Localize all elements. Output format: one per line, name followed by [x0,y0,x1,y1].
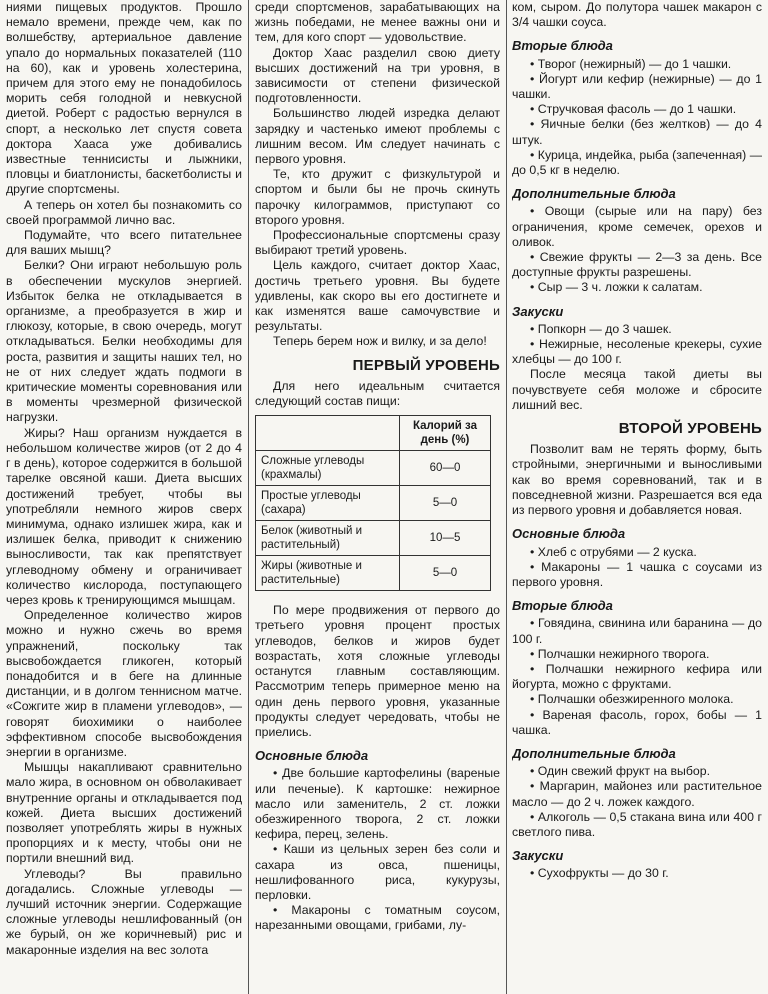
paragraph: Жиры? Наш организм нуждается в небольшом количестве жиров (от 2 до 4 г в день), которое содержится в большой тарелке овсяной каши. Диета высших достижений требует, чтобы вы употребляли немного жиров сверх минимума, однако излишек жира, как и излишек белка, приводит к снижению выносливости, так как препятствует углеводному обмену и ограничивает количество кислорода, поступающего через кровь к тренирующимся мышцам. [6,425,242,607]
column-divider [248,0,249,994]
list-item: • Полчашки обезжиренного молока. [512,692,762,707]
paragraph: Позволит вам не терять форму, быть стройными, энергичными и выносливыми как во время соревнований, так и в повседневной жизни. Разрешается вся еда из первого уровня и добавляется новая. [512,442,762,518]
paragraph: Профессиональные спортсмены сразу выбирают третий уровень. [255,228,500,258]
list-item: • Макароны — 1 чашка с соусами из первого уровня. [512,560,762,590]
list-item: • Овощи (сырые или на пару) без ограничения, кроме семечек, орехов и оливок. [512,204,762,250]
list-item: • Говядина, свинина или баранина — до 100 г. [512,616,762,646]
paragraph: Для него идеальным считается следующий состав пищи: [255,378,500,409]
table-cell-name: Сложные углеводы (крахмалы) [256,451,400,486]
list-item: • Полчашки нежирного творога. [512,647,762,662]
list-item: • Сыр — 3 ч. ложки к салатам. [512,280,762,295]
column-1 [6,0,242,994]
paragraph: По мере продвижения от первого до третьего уровня процент простых углеводов, белков и жиров будет возрастать, хотя сложные углеводы останутся главным составляющим. Рассмотрим теперь примерное меню на один день первого уровня, указанные продукты следует чередовать, чтобы не приелись. [255,603,500,739]
paragraph: ниями пищевых продуктов. Прошло немало времени, прежде чем, как по волшебству, артериальное давление упало до нормальных показателей (110 на 60), как и уровень холестерина, причем для этого ему не понадобилось морить себя голодной и невкусной диетой. Роберт с радостью вернулся в спорт, а несколько лет спустя совета доктора Хааса уже добивались известные теннисисты и лыжники, пловцы и биатлонисты, баскетболисты и другие спортсмены. [6,0,242,197]
list-item: • Вареная фасоль, горох, бобы — 1 чашка. [512,708,762,738]
table-cell-value: 5—0 [400,556,491,591]
subheading: Основные блюда [512,526,626,542]
table-row [256,556,491,591]
section-heading: ВТОРОЙ УРОВЕНЬ [618,420,762,438]
list-item: • Свежие фрукты — 2—3 за день. Все доступные фрукты разрешены. [512,250,762,280]
paragraph: Те, кто дружит с физкультурой и спортом и были бы не прочь скинуть парочку килограммов, приступают со второго уровня. [255,167,500,227]
list-item: • Маргарин, майонез или растительное масло — до 2 ч. ложек каждого. [512,779,762,809]
column-2 [255,0,500,994]
paragraph: Теперь берем нож и вилку, и за дело! [273,334,487,349]
menu-list [512,616,762,738]
calorie-table [255,415,491,591]
menu-list [512,545,762,591]
paragraph: Доктор Хаас разделил свою диету высших достижений на три уровня, в зависимости от степени физической подготовленности. [255,45,500,106]
menu-list [512,204,762,295]
menu-list [255,766,500,933]
section-heading: ПЕРВЫЙ УРОВЕНЬ [352,356,500,374]
table-row [256,486,491,521]
subheading: Вторые блюда [512,598,613,614]
list-item: • Сухофрукты — до 30 г. [512,866,762,881]
subheading: Закуски [512,848,564,864]
table-cell-name: Простые углеводы (сахара) [256,486,400,521]
paragraph: После месяца такой диеты вы почувствуете себя моложе и сбросите лишний вес. [512,367,762,412]
paragraph: Определенное количество жиров можно и нужно сжечь во время упражнений, поскольку так высвобождается гликоген, который понадобится и в беге на длинные дистанции, и в долгом теннисном матче. «Сожгите жир в пламени углеводов», — говорят биохимики о наиболее эффективном способе высвобождения энергии в организме. [6,608,242,759]
table-row [256,451,491,486]
paragraph: Подумайте, что всего питательнее для ваших мышц? [6,228,242,258]
table-cell-value: 10—5 [400,521,491,556]
table-header-empty [256,416,400,451]
column-divider [506,0,507,994]
subheading: Вторые блюда [512,38,613,54]
column-3 [512,0,762,994]
list-item: • Макароны с томатным соусом, нарезанными овощами, грибами, лу- [255,903,500,933]
paragraph: Мышцы накапливают сравнительно мало жира, в основном он обволакивает внутренние органы и откладывается под кожей. Диета высших достижений позволяет употреблять жиры в нужных пропорциях и к месту, чтобы они не портили внешний вид. [6,760,242,866]
list-item: • Курица, индейка, рыба (запеченная) — до 0,5 кг в неделю. [512,148,762,178]
paragraph: А теперь он хотел бы познакомить со своей программой лично вас. [6,197,242,227]
paragraph: Цель каждого, считает доктор Хаас, достичь третьего уровня. Вы будете удивлены, как скоро вы его достигнете и как изменятся ваше самочувствие и результаты. [255,258,500,334]
list-item: • Стручковая фасоль — до 1 чашки. [512,102,762,117]
list-item: • Творог (нежирный) — до 1 чашки. [512,57,762,72]
paragraph: ком, сыром. До полутора чашек макарон с 3/4 чашки соуса. [512,0,762,30]
subheading: Дополнительные блюда [512,745,676,761]
paragraph: среди спортсменов, зарабатывающих на жизнь победами, не менее важны они и тем, для кого спорт — удовольствие. [255,0,500,45]
menu-list [512,322,762,368]
menu-list [512,764,762,840]
menu-list [512,57,762,179]
list-item: • Алкоголь — 0,5 стакана вина или 400 г светлого пива. [512,810,762,840]
table-cell-name: Жиры (животные и растительные) [256,556,400,591]
table-cell-value: 60—0 [400,451,491,486]
list-item: • Две большие картофелины (вареные или печеные). К картошке: нежирное масло или заменитель, 2 ст. ложки обезжиренного творога, 2 ст. ложки кефира, перец, зелень. [255,766,500,842]
list-item: • Йогурт или кефир (нежирные) — до 1 чашки. [512,72,762,102]
table-cell-value: 5—0 [400,486,491,521]
list-item: • Полчашки нежирного кефира или йогурта, можно с фруктами. [512,662,762,692]
menu-list [512,866,762,881]
subheading: Закуски [512,303,564,319]
list-item: • Попкорн — до 3 чашек. [512,322,762,337]
paragraph: Углеводы? Вы правильно догадались. Сложные углеводы — лучший источник энергии. Содержащие сложные углеводы нешлифованный (он же бурый, он же коричневый) рис и макаронные изделия на вес золота [6,866,242,957]
list-item: • Нежирные, несоленые крекеры, сухие хлебцы — до 100 г. [512,337,762,367]
list-item: • Хлеб с отрубями — 2 куска. [512,545,762,560]
subheading: Дополнительные блюда [512,186,676,202]
paragraph: Белки? Они играют небольшую роль в обеспечении мускулов энергией. Избыток белка не откладывается в организме, а преобразуется в жир и глюкозу, которые, в свою очередь, могут откладываться. Белки необходимы для роста, развития и защиты наших тел, но не от них следует ждать подмоги в критические моменты соревнования или в моменты чрезмерной физической нагрузки. [6,258,242,425]
list-item: • Яичные белки (без желтков) — до 4 штук. [512,117,762,147]
paragraph: Большинство людей изредка делают зарядку и частенько имеют проблемы с лишним весом. Им следует начинать с первого уровня. [255,106,500,167]
table-header: Калорий за день (%) [400,416,491,451]
subheading: Основные блюда [255,748,369,764]
table-cell-name: Белок (животный и растительный) [256,521,400,556]
list-item: • Один свежий фрукт на выбор. [512,764,762,779]
table-row [256,521,491,556]
list-item: • Каши из цельных зерен без соли и сахара из овса, пшеницы, нешлифованного риса, кукурузы, перловки. [255,842,500,903]
